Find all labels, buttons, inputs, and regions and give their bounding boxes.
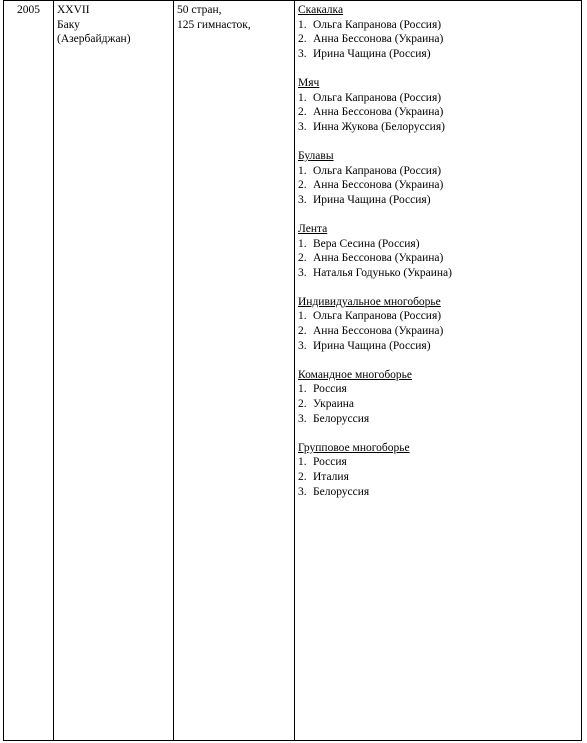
place-number: 1. bbox=[298, 310, 307, 323]
place-number: 3. bbox=[298, 47, 307, 60]
category-title: Лента bbox=[298, 222, 328, 235]
placing-name: Анна Бессонова (Украина) bbox=[313, 33, 444, 46]
list-item bbox=[298, 237, 578, 252]
category-title: Скакалка bbox=[298, 4, 344, 16]
place-number: 1. bbox=[298, 237, 307, 250]
list-item bbox=[298, 309, 578, 324]
placing-name: Анна Бессонова (Украина) bbox=[313, 252, 444, 265]
category-title: Командное многоборье bbox=[298, 368, 413, 381]
list-item bbox=[298, 382, 578, 397]
placing-name: Вера Сесина (Россия) bbox=[313, 237, 420, 250]
placing-name: Ольга Капранова (Россия) bbox=[313, 91, 442, 104]
result-category bbox=[298, 222, 578, 280]
list-item bbox=[298, 32, 578, 47]
place-number: 2. bbox=[298, 325, 307, 338]
placing-name: Анна Бессонова (Украина) bbox=[313, 179, 444, 192]
event-city: Баку bbox=[57, 18, 80, 31]
category-title: Индивидуальное многоборье bbox=[298, 295, 441, 308]
placings-list bbox=[298, 164, 578, 208]
result-category bbox=[298, 441, 578, 499]
place-number: 3. bbox=[298, 266, 307, 279]
placing-name: Ольга Капранова (Россия) bbox=[313, 18, 442, 31]
place-number: 3. bbox=[298, 120, 307, 133]
placing-name: Ирина Чащина (Россия) bbox=[313, 193, 431, 206]
placings-list bbox=[298, 382, 578, 426]
list-item bbox=[298, 412, 578, 427]
placing-name: Россия bbox=[313, 456, 347, 469]
place-number: 3. bbox=[298, 339, 307, 352]
place-number: 3. bbox=[298, 193, 307, 206]
result-category bbox=[298, 295, 578, 353]
place-number: 2. bbox=[298, 33, 307, 46]
placing-name: Ирина Чащина (Россия) bbox=[313, 339, 431, 352]
place-number: 2. bbox=[298, 252, 307, 265]
participants-cell bbox=[174, 1, 295, 741]
category-title: Групповое многоборье bbox=[298, 441, 410, 454]
placing-name: Белоруссия bbox=[313, 412, 370, 425]
category-title: Мяч bbox=[298, 76, 320, 89]
list-item bbox=[298, 193, 578, 208]
category-title: Булавы bbox=[298, 149, 334, 162]
result-category bbox=[298, 76, 578, 134]
result-category bbox=[298, 149, 578, 207]
list-item bbox=[298, 455, 578, 470]
list-item bbox=[298, 178, 578, 193]
place-number: 1. bbox=[298, 91, 307, 104]
list-item bbox=[298, 339, 578, 354]
place-number: 2. bbox=[298, 106, 307, 119]
placing-name: Ольга Капранова (Россия) bbox=[313, 164, 442, 177]
placing-name: Наталья Годунько (Украина) bbox=[313, 266, 452, 279]
placing-name: Ольга Капранова (Россия) bbox=[313, 310, 442, 323]
year-text: 2005 bbox=[17, 4, 40, 16]
placings-list bbox=[298, 91, 578, 135]
placing-name: Анна Бессонова (Украина) bbox=[313, 106, 444, 119]
list-item bbox=[298, 105, 578, 120]
place-number: 3. bbox=[298, 412, 307, 425]
participants-gymnasts: 125 гимнасток, bbox=[177, 18, 251, 31]
result-category bbox=[298, 3, 578, 61]
list-item bbox=[298, 324, 578, 339]
list-item bbox=[298, 120, 578, 135]
result-category bbox=[298, 368, 578, 426]
placings-list bbox=[298, 455, 578, 499]
placings-list bbox=[298, 18, 578, 62]
event-number: XXVII bbox=[57, 4, 90, 16]
list-item bbox=[298, 397, 578, 412]
list-item bbox=[298, 91, 578, 106]
placing-name: Анна Бессонова (Украина) bbox=[313, 325, 444, 338]
place-number: 2. bbox=[298, 471, 307, 483]
list-item bbox=[298, 470, 578, 485]
place-number: 1. bbox=[298, 383, 307, 396]
list-item bbox=[298, 266, 578, 281]
placings-list bbox=[298, 309, 578, 353]
place-number: 1. bbox=[298, 456, 307, 469]
place-number: 1. bbox=[298, 18, 307, 31]
results-table bbox=[3, 0, 582, 741]
event-country: (Азербайджан) bbox=[57, 33, 131, 46]
list-item bbox=[298, 18, 578, 33]
placings-list bbox=[298, 237, 578, 281]
placing-name: Украина bbox=[313, 398, 354, 411]
year-cell bbox=[4, 1, 54, 741]
place-number: 2. bbox=[298, 398, 307, 411]
event-cell bbox=[54, 1, 174, 741]
results-cell bbox=[295, 1, 582, 741]
placing-name: Ирина Чащина (Россия) bbox=[313, 47, 431, 60]
place-number: 2. bbox=[298, 179, 307, 192]
placing-name: Россия bbox=[313, 383, 347, 396]
placing-name: Инна Жукова (Белоруссия) bbox=[313, 120, 445, 133]
list-item bbox=[298, 251, 578, 266]
place-number: 1. bbox=[298, 164, 307, 177]
placing-name: Белоруссия bbox=[313, 485, 370, 498]
list-item bbox=[298, 164, 578, 179]
table-row bbox=[4, 1, 582, 741]
placing-name: Италия bbox=[313, 471, 349, 483]
list-item bbox=[298, 47, 578, 62]
list-item bbox=[298, 485, 578, 500]
place-number: 3. bbox=[298, 485, 307, 498]
participants-countries: 50 стран, bbox=[177, 4, 222, 16]
